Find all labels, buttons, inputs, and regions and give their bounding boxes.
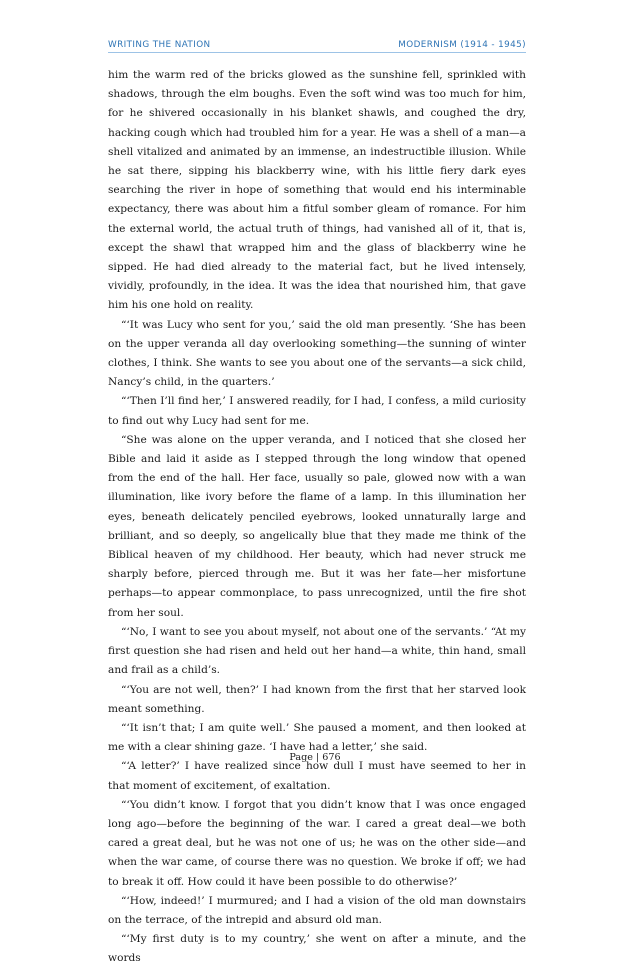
- paragraph-11: “‘My first duty is to my country,’ she went on after a minute, and the words: [108, 933, 526, 965]
- page-number: Page | 676: [289, 752, 341, 763]
- page-body: [108, 66, 526, 969]
- running-head: [108, 40, 526, 60]
- paragraph-2: “‘It was Lucy who sent for you,’ said the old man presently. ‘She has been on the upper veranda all day overlooking something—the sunning of winter clothes, I think. She wants to see you about one of the servants—a sick child, Nancy’s child, in the quarters.’: [108, 318, 526, 389]
- running-head-left: WRITING THE NATION: [108, 40, 211, 50]
- paragraph-5: “‘No, I want to see you about myself, not about one of the servants.’ “At my first question she had risen and held out her hand—a white, thin hand, small and frail as a child’s.: [108, 625, 526, 677]
- paragraph-3: “‘Then I’ll find her,’ I answered readily, for I had, I confess, a mild curiosity to find out why Lucy had sent for me.: [108, 395, 526, 427]
- header-divider: [108, 52, 526, 53]
- paragraph-4: “She was alone on the upper veranda, and I noticed that she closed her Bible and laid it aside as I stepped through the long window that opened from the end of the hall. Her face, usually so pale, glowed now with a wan illumination, like ivory before the flame of a lamp. In this illumination her eyes, beneath delicately penciled eyebrows, looked unnaturally large and brilliant, and so deeply, so angelically blue that they made me think of the Biblical heaven of my childhood. Her beauty, which had never struck me sharply before, pierced through me. But it was her fate—her misfortune perhaps—to appear commonplace, to pass unrecognized, until the fire shot from her soul.: [108, 433, 526, 619]
- paragraph-10: “‘How, indeed!’ I murmured; and I had a vision of the old man downstairs on the terrace, of the intrepid and absurd old man.: [108, 894, 526, 926]
- paragraph-9: “‘You didn’t know. I forgot that you didn’t know that I was once engaged long ago—before the beginning of the war. I cared a great deal—we both cared a great deal, but he was not one of us; he was on the other side—and when the war came, of course there was no question. We broke if off; we had to break it off. How could it have been possible to do otherwise?’: [108, 798, 526, 888]
- paragraph-7: “‘It isn’t that; I am quite well.’ She paused a moment, and then looked at me with a clear shining gaze. ‘I have had a letter,’ she said.: [108, 721, 526, 754]
- paragraph-1: him the warm red of the bricks glowed as the sunshine fell, sprinkled with shadows, through the elm boughs. Even the soft wind was too much for him, for he shivered occasionally in his blanket shawls, and coughed the dry, hacking cough which had troubled him for a year. He was a shell of a man—a shell vitalized and animated by an immense, an indestructible illusion. While he sat there, sipping his blackberry wine, with his little fiery dark eyes searching the river in hope of something that would end his interminable expectancy, there was about him a fitful somber gleam of romance. For him the external world, the actual truth of things, had vanished all of it, that is, except the shawl that wrapped him and the glass of blackberry wine he sipped. He had died already to the material fact, but he lived intensely, vividly, profoundly, in the idea. It was the idea that nourished him, that gave him his one hold on reality.: [108, 69, 526, 312]
- paragraph-8: “‘A letter?’ I have realized since how dull I must have seemed to her in that moment of excitement, of exaltation.: [108, 760, 526, 792]
- running-head-right: MODERNISM (1914 - 1945): [398, 40, 526, 50]
- paragraph-6: “‘You are not well, then?’ I had known from the first that her starved look meant something.: [108, 683, 526, 715]
